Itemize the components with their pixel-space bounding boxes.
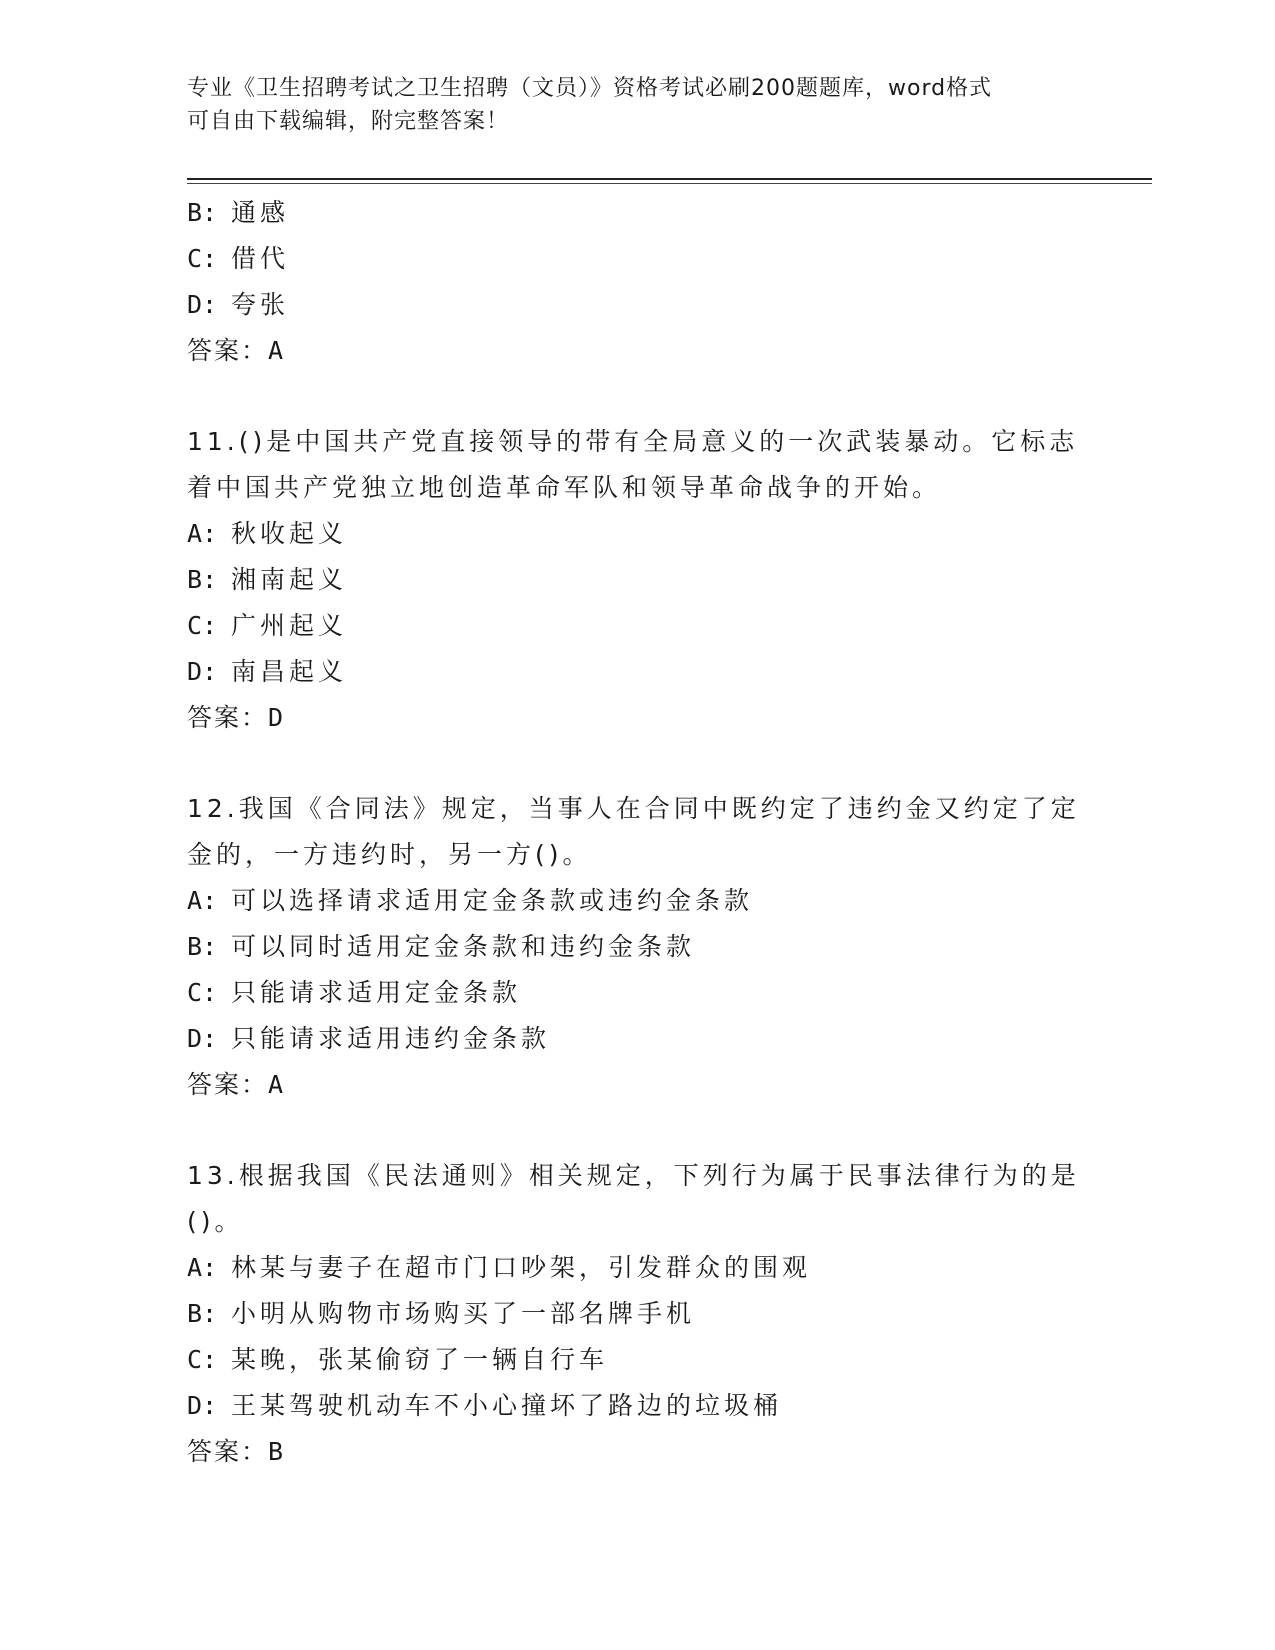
option-text: 可以选择请求适用定金条款或违约金条款	[231, 886, 754, 915]
option-c	[187, 236, 1087, 282]
answer	[187, 695, 1087, 741]
option-text: 某晚，张某偷窃了一辆自行车	[231, 1345, 609, 1374]
question-stem-line-2: ()。	[187, 1207, 244, 1236]
question-10-continued	[187, 190, 1087, 374]
answer-label: 答案：	[187, 1437, 269, 1466]
answer-label: 答案：	[187, 336, 269, 365]
option-text: 南昌起义	[231, 657, 348, 686]
option-letter: B:	[187, 198, 218, 227]
option-letter: D:	[187, 1024, 218, 1053]
answer	[187, 1062, 1087, 1108]
option-d	[187, 649, 1087, 695]
option-c	[187, 603, 1087, 649]
option-b	[187, 190, 1087, 236]
header-rule-thin	[187, 183, 1152, 184]
document-body	[187, 190, 1087, 1475]
option-letter: D:	[187, 290, 218, 319]
option-letter: C:	[187, 611, 218, 640]
option-b	[187, 924, 1087, 970]
option-b	[187, 1291, 1087, 1337]
option-c	[187, 1337, 1087, 1383]
answer-value: A	[268, 336, 284, 365]
answer-value: D	[268, 703, 284, 732]
option-letter: C:	[187, 1345, 218, 1374]
option-letter: C:	[187, 978, 218, 1007]
header-line-2: 可自由下载编辑，附完整答案！	[187, 109, 510, 134]
answer-value: A	[268, 1070, 284, 1099]
option-text: 王某驾驶机动车不小心撞坏了路边的垃圾桶	[231, 1391, 783, 1420]
question-12	[187, 786, 1087, 1108]
option-text: 小明从购物市场购买了一部名牌手机	[231, 1299, 696, 1328]
question-stem-line-1: 12.我国《合同法》规定，当事人在合同中既约定了违约金又约定了定	[187, 794, 1080, 823]
option-text: 广州起义	[231, 611, 348, 640]
answer	[187, 1429, 1087, 1475]
option-text: 借代	[231, 244, 290, 273]
question-stem-line-1: 13.根据我国《民法通则》相关规定，下列行为属于民事法律行为的是	[187, 1161, 1080, 1190]
option-letter: D:	[187, 657, 218, 686]
answer-label: 答案：	[187, 1070, 269, 1099]
answer-label: 答案：	[187, 703, 269, 732]
question-13	[187, 1153, 1087, 1475]
question-stem-line-2: 金的，一方违约时，另一方()。	[187, 840, 592, 869]
option-a	[187, 511, 1087, 557]
answer	[187, 328, 1087, 374]
option-text: 林某与妻子在超市门口吵架，引发群众的围观	[231, 1253, 812, 1282]
option-a	[187, 878, 1087, 924]
option-text: 通感	[231, 198, 290, 227]
header-line-1: 专业《卫生招聘考试之卫生招聘（文员）》资格考试必刷200题题库，word格式	[187, 76, 993, 101]
option-letter: B:	[187, 932, 218, 961]
option-text: 只能请求适用违约金条款	[231, 1024, 551, 1053]
option-letter: A:	[187, 886, 218, 915]
option-a	[187, 1245, 1087, 1291]
option-text: 秋收起义	[231, 519, 348, 548]
option-d	[187, 282, 1087, 328]
question-stem-line-2: 着中国共产党独立地创造革命军队和领导革命战争的开始。	[187, 473, 942, 502]
document-header	[187, 72, 1067, 138]
option-letter: D:	[187, 1391, 218, 1420]
option-letter: B:	[187, 1299, 218, 1328]
option-text: 湘南起义	[231, 565, 348, 594]
question-11	[187, 419, 1087, 741]
option-text: 只能请求适用定金条款	[231, 978, 522, 1007]
header-rule-thick	[187, 178, 1152, 180]
answer-value: B	[268, 1437, 284, 1466]
option-text: 夸张	[231, 290, 290, 319]
question-stem-line-1: 11.()是中国共产党直接领导的带有全局意义的一次武装暴动。它标志	[187, 427, 1079, 456]
option-text: 可以同时适用定金条款和违约金条款	[231, 932, 696, 961]
option-letter: A:	[187, 1253, 218, 1282]
option-d	[187, 1016, 1087, 1062]
option-letter: A:	[187, 519, 218, 548]
option-c	[187, 970, 1087, 1016]
option-letter: C:	[187, 244, 218, 273]
option-letter: B:	[187, 565, 218, 594]
option-b	[187, 557, 1087, 603]
option-d	[187, 1383, 1087, 1429]
